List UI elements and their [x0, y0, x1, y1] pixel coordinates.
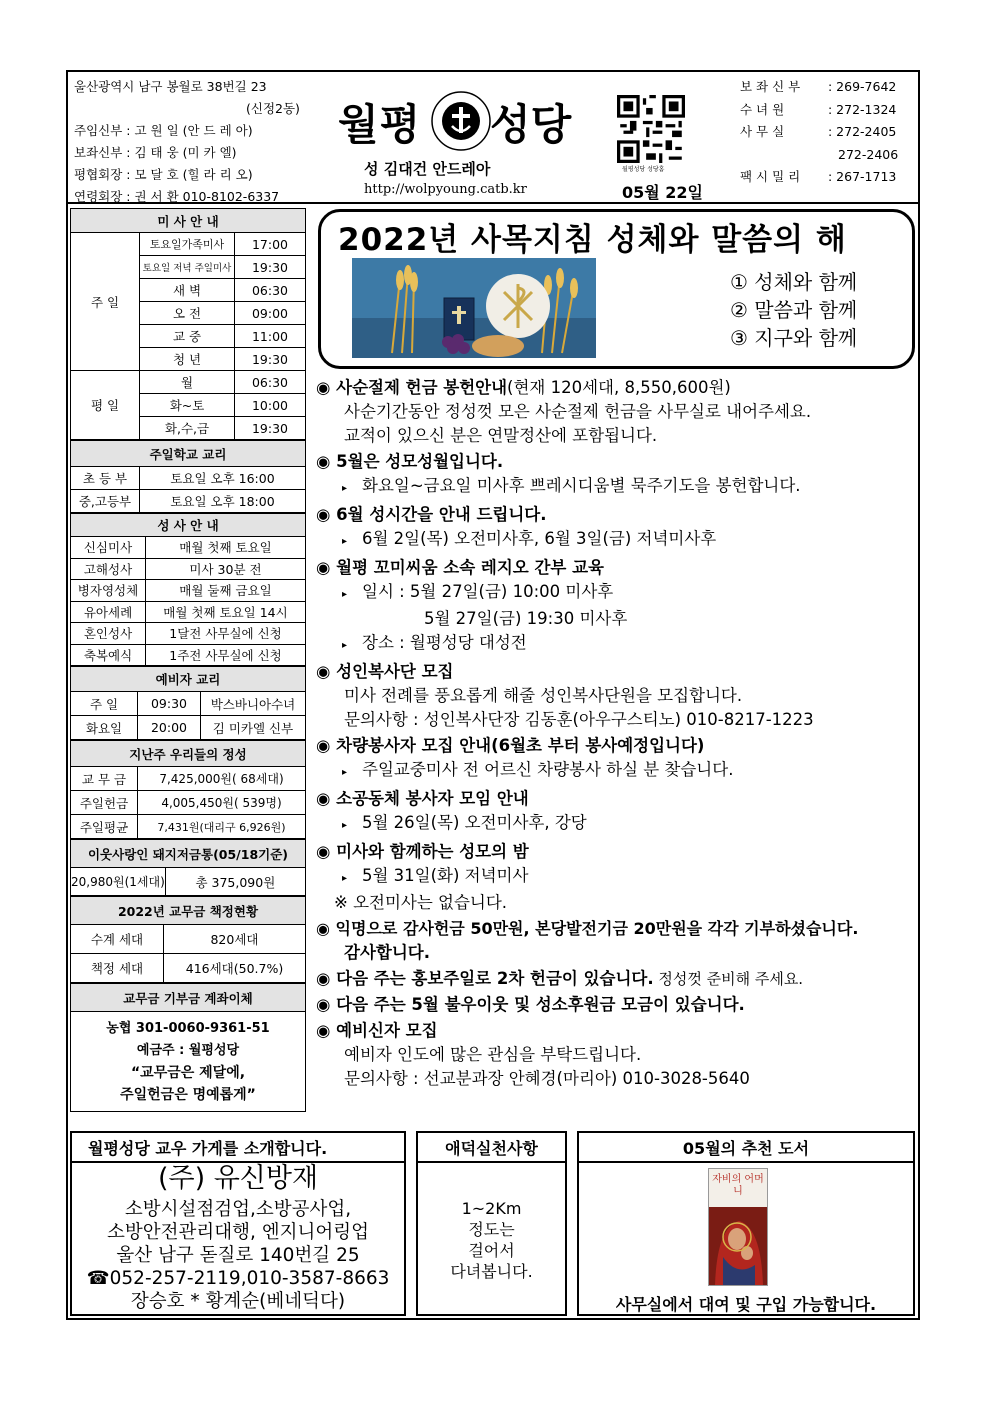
sacraments-title: 성 사 안 내 — [71, 514, 306, 537]
madonna-icon — [709, 1207, 767, 1285]
notice-line: 예비자 인도에 많은 관심을 부탁드립니다. — [344, 1045, 642, 1064]
school-time: 토요일 오후 18:00 — [140, 490, 306, 513]
address-line-2: (신정2동) — [246, 101, 300, 116]
weekday-label: 평 일 — [71, 371, 140, 440]
bulletin-date: 05월 22일 — [622, 183, 704, 202]
mass-time: 19:30 — [235, 348, 306, 371]
tithe-status-name: 책정 세대 — [71, 954, 164, 983]
sacrament-name: 신심미사 — [71, 537, 146, 559]
shop-line: 장승호 * 황계순(베네딕다) — [130, 1291, 346, 1312]
bullet-icon: ◉ — [316, 558, 331, 577]
title-part-2: 성당 — [490, 100, 572, 149]
mass-time: 06:30 — [235, 279, 306, 302]
address-line-1: 울산광역시 남구 봉월로 38번길 23 — [74, 79, 267, 94]
triangle-icon: ▸ — [342, 873, 348, 884]
contact-row: 수 녀 원 : 272-1324 — [740, 101, 897, 117]
qr-code-icon[interactable] — [617, 95, 685, 163]
bullet-icon: ◉ — [316, 378, 331, 397]
sacrament-value: 매월 첫째 토요일 — [146, 537, 306, 559]
offering-name: 주일평균 — [71, 815, 138, 839]
sacrament-name: 고해성사 — [71, 558, 146, 580]
banner-item: ① 성체와 함께 — [730, 270, 858, 294]
triangle-icon: ▸ — [342, 536, 348, 547]
mass-time: 09:00 — [235, 302, 306, 325]
eucharist-image-icon — [352, 258, 596, 358]
bullet-icon: ◉ — [316, 919, 330, 938]
notice-line: 문의사항 : 선교분과장 안혜경(마리아) 010-3028-5640 — [344, 1069, 750, 1088]
shop-title: 월평성당 교우 가게를 소개합니다. — [88, 1139, 328, 1158]
catechumen-time: 09:30 — [138, 692, 201, 716]
bullet-icon: ◉ — [316, 736, 331, 755]
notice-item: ◉ 사순절제 헌금 봉헌안내(현재 120세대, 8,550,600원) 사순기간동안 정성껏 모은 사순절제 헌금을 사무실로 내어주세요. 교적이 있으신 분은 연말정산에 포함됩니다. — [316, 376, 916, 448]
triangle-icon: ▸ — [342, 820, 348, 831]
staff-row: 주임신부 : 고 원 일 (안 드 레 아) — [74, 123, 253, 138]
notice-line: 사순기간동안 정성껏 모은 사순절제 헌금을 사무실로 내어주세요. — [344, 402, 812, 421]
sacrament-name: 병자영성체 — [71, 580, 146, 602]
book-footer: 사무실에서 대여 및 구입 가능합니다. — [615, 1295, 877, 1314]
offering-value: 7,425,000원( 68세대) — [138, 767, 306, 791]
shop-line: ☎052-257-2119,010-3587-8663 — [86, 1268, 390, 1289]
practice-line: 다녀봅니다. — [450, 1262, 533, 1281]
practice-text — [416, 1198, 567, 1282]
mass-name: 토요일가족미사 — [140, 233, 235, 256]
website-link[interactable]: http://wolpyoung.catb.kr — [364, 182, 527, 197]
catechumen-table — [70, 666, 306, 740]
notice-line: 미사 전례를 풍요롭게 해줄 성인복사단원을 모집합니다. — [344, 686, 743, 705]
notice-item: ◉ 미사와 함께하는 성모의 밤 ▸ 5월 31일(화) 저녁미사 ※ 오전미사는 없습니다. — [316, 840, 916, 915]
account-number: 농협 301-0060-9361-51 — [106, 1020, 270, 1036]
tithe-status-title: 2022년 교무금 책정현황 — [71, 897, 306, 925]
tithe-status-value: 416세대(50.7%) — [164, 954, 306, 983]
mass-name: 화,수,금 — [140, 417, 235, 440]
school-name: 초 등 부 — [71, 467, 140, 490]
practice-title: 애덕실천사항 — [445, 1139, 538, 1158]
piggy-left: 20,980원(1세대) — [71, 868, 166, 896]
notice-item: ◉ 익명으로 감사헌금 50만원, 본당발전기금 20만원을 각각 기부하셨습니다. 감사합니다. — [316, 917, 916, 965]
practice-line: 정도는 — [468, 1220, 515, 1239]
piggy-bank-table — [70, 839, 306, 896]
mass-name: 청 년 — [140, 348, 235, 371]
notice-item: ◉ 다음 주는 5월 불우이웃 및 성소후원금 모금이 있습니다. — [316, 995, 745, 1014]
notice-item: ◉ 소공동체 봉사자 모임 안내 ▸ 5월 26일(목) 오전미사후, 강당 — [316, 787, 916, 838]
patron-saint: 성 김대건 안드레아 — [364, 160, 491, 178]
slogan-line: 주일헌금은 명예롭게” — [120, 1086, 256, 1103]
sacrament-value: 매월 첫째 토요일 14시 — [146, 601, 306, 623]
banner-item: ③ 지구와 함께 — [730, 326, 858, 350]
title-part-1: 월평 — [338, 100, 422, 149]
book-cover-title: 자비의 어머니 — [712, 1174, 764, 1197]
transfer-body — [71, 1012, 306, 1112]
notice-item: ◉ 다음 주는 홍보주일로 2차 헌금이 있습니다. 정성껏 준비해 주세요. — [316, 969, 804, 988]
bullet-icon: ◉ — [316, 1021, 331, 1040]
mass-time: 19:30 — [235, 256, 306, 279]
catechumen-day: 화요일 — [71, 716, 138, 740]
school-name: 중,고등부 — [71, 490, 140, 513]
transfer-title: 교무금 기부금 계좌이체 — [71, 984, 306, 1012]
bullet-icon: ◉ — [316, 452, 331, 471]
left-column — [70, 208, 306, 1112]
offering-value: 4,005,450원( 539명) — [138, 791, 306, 815]
tithe-status-value: 820세대 — [164, 925, 306, 954]
bullet-icon: ◉ — [316, 662, 331, 681]
shop-line: 소방시설점검업,소방공사업, — [124, 1199, 352, 1220]
offerings-table — [70, 740, 306, 839]
offering-value: 7,431원(대리구 6,926원) — [138, 815, 306, 839]
sacrament-value: 1주전 사무실에 신청 — [146, 644, 306, 666]
church-emblem-icon — [430, 90, 492, 152]
banner-title: 2022년 사목지침 성체와 말씀의 해 — [338, 222, 847, 258]
triangle-icon: ▸ — [342, 640, 348, 651]
mass-name: 월 — [140, 371, 235, 394]
mass-time: 19:30 — [235, 417, 306, 440]
notice-line: 문의사항 : 성인복사단장 김동훈(아우구스티노) 010-8217-1223 — [344, 710, 814, 729]
banner-item: ② 말씀과 함께 — [730, 298, 858, 322]
sunday-label: 주 일 — [71, 233, 140, 371]
notice-line: ※ 오전미사는 없습니다. — [334, 893, 508, 912]
shop-name: (주) 유신방재 — [157, 1163, 319, 1194]
school-time: 토요일 오후 16:00 — [140, 467, 306, 490]
account-holder: 예금주 : 월평성당 — [136, 1042, 240, 1058]
mass-time: 10:00 — [235, 394, 306, 417]
contact-list — [740, 76, 915, 189]
catechumen-time: 20:00 — [138, 716, 201, 740]
shop-details — [70, 1198, 406, 1313]
mass-name: 토요일 저녁 주일미사 — [140, 256, 235, 279]
sunday-school-title: 주일학교 교리 — [71, 441, 306, 467]
offerings-title: 지난주 우리들의 정성 — [71, 741, 306, 767]
mass-time: 11:00 — [235, 325, 306, 348]
slogan-line: “교무금은 제달에, — [130, 1064, 246, 1081]
bullet-icon: ◉ — [316, 969, 331, 988]
notice-item: ◉ 월평 꼬미씨움 소속 레지오 간부 교육 ▸ 일시 : 5월 27일(금) 10:00 미사후 5월 27일(금) 19:30 미사후 ▸ 장소 : 월평성당 대성전 — [316, 556, 916, 658]
banner-items — [730, 268, 857, 352]
bullet-icon: ◉ — [316, 842, 331, 861]
sacrament-value: 매월 둘째 금요일 — [146, 580, 306, 602]
qr-caption: 월평성당 성당홈 — [622, 166, 665, 173]
book-cover[interactable] — [708, 1168, 768, 1286]
mass-time: 06:30 — [235, 371, 306, 394]
staff-row: 평협회장 : 모 달 호 (힐 라 리 오) — [74, 167, 253, 182]
shop-line: 울산 남구 돋질로 140번길 25 — [116, 1245, 360, 1266]
practice-line: 걸어서 — [468, 1241, 515, 1260]
shop-line: 소방안전관리대행, 엔지니어링업 — [107, 1222, 369, 1243]
mass-schedule-table — [70, 208, 306, 440]
mass-name: 화~토 — [140, 394, 235, 417]
contact-row: 팩 시 밀 리 : 267-1713 — [740, 169, 897, 184]
notices — [316, 376, 916, 1093]
notice-item: ◉ 성인복사단 모집 미사 전례를 풍요롭게 해줄 성인복사단원을 모집합니다. 문의사항 : 성인복사단장 김동훈(아우구스티노) 010-8217-1223 — [316, 660, 916, 732]
mass-name: 교 중 — [140, 325, 235, 348]
mass-name: 새 벽 — [140, 279, 235, 302]
triangle-icon: ▸ — [342, 767, 348, 778]
piggy-title: 이웃사랑인 돼지저금통(05/18기준) — [71, 840, 306, 868]
staff-row: 연령회장 : 권 서 환 010-8102-6337 — [74, 189, 280, 204]
sacrament-name: 유아세례 — [71, 601, 146, 623]
book-title: 05월의 추천 도서 — [682, 1139, 810, 1158]
triangle-icon: ▸ — [342, 589, 348, 600]
bullet-icon: ◉ — [316, 505, 331, 524]
offering-name: 주일헌금 — [71, 791, 138, 815]
sacrament-value: 1달전 사무실에 신청 — [146, 623, 306, 645]
sacrament-name: 축복예식 — [71, 644, 146, 666]
piggy-right: 총 375,090원 — [165, 868, 305, 896]
contact-row: 보 좌 신 부 : 269-7642 — [740, 79, 897, 94]
sacrament-value: 미사 30분 전 — [146, 558, 306, 580]
contact-row: 사 무 실 : 272-2405 — [740, 124, 897, 139]
triangle-icon: ▸ — [342, 483, 348, 494]
notice-item: ◉ 5월은 성모성월입니다. ▸ 화요일~금요일 미사후 쁘레시디움별 묵주기도을 봉헌합니다. — [316, 450, 916, 501]
sacrament-name: 혼인성사 — [71, 623, 146, 645]
staff-row: 보좌신부 : 김 태 웅 (미 카 엘) — [74, 145, 237, 160]
header-info — [74, 76, 334, 208]
tithe-status-name: 수계 세대 — [71, 925, 164, 954]
notice-line: 교적이 있으신 분은 연말정산에 포함됩니다. — [344, 426, 658, 445]
notice-line: 감사합니다. — [344, 943, 430, 962]
tithe-status-table — [70, 896, 306, 983]
bullet-icon: ◉ — [316, 789, 331, 808]
catechumen-title: 예비자 교리 — [71, 667, 306, 692]
transfer-table — [70, 983, 306, 1112]
header-divider — [66, 202, 920, 204]
notice-line: 5월 27일(금) 19:30 미사후 — [424, 609, 628, 628]
mass-time: 17:00 — [235, 233, 306, 256]
bullet-icon: ◉ — [316, 995, 331, 1014]
catechumen-teacher: 김 미카엘 신부 — [201, 716, 306, 740]
offering-name: 교 무 금 — [71, 767, 138, 791]
mass-name: 오 전 — [140, 302, 235, 325]
notice-item: ◉ 6월 성시간을 안내 드립니다. ▸ 6월 2일(목) 오전미사후, 6월 3일(금) 저녁미사후 — [316, 503, 916, 554]
notice-item: ◉ 예비신자 모집 예비자 인도에 많은 관심을 부탁드립니다. 문의사항 : 선교분과장 안혜경(마리아) 010-3028-5640 — [316, 1019, 916, 1091]
sacraments-table — [70, 513, 306, 666]
practice-line: 1~2Km — [461, 1199, 522, 1218]
catechumen-day: 주 일 — [71, 692, 138, 716]
sunday-school-table — [70, 440, 306, 513]
catechumen-teacher: 박스바니아수녀 — [201, 692, 306, 716]
contact-row: 272-2406 — [838, 146, 899, 162]
notice-item: ◉ 차량봉사자 모집 안내(6월초 부터 봉사예정입니다) ▸ 주일교중미사 전 어르신 차량봉사 하실 분 찾습니다. — [316, 734, 916, 785]
mass-title: 미 사 안 내 — [71, 209, 306, 233]
